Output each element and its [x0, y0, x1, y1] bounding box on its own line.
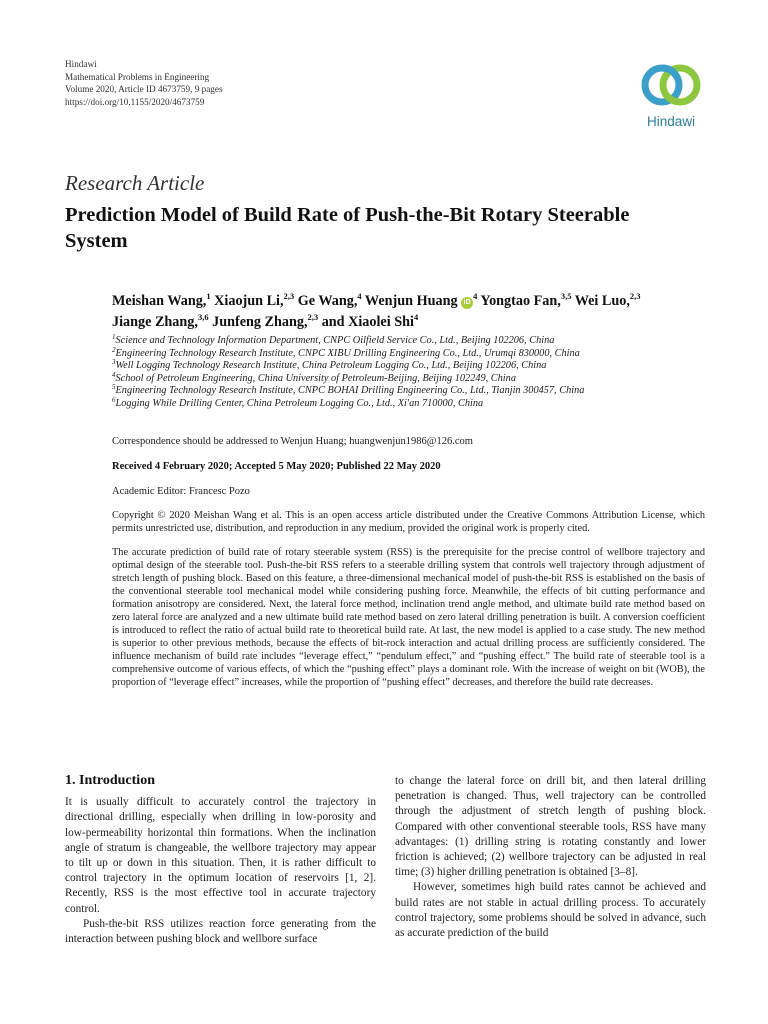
academic-editor: Academic Editor: Francesc Pozo	[112, 486, 250, 497]
author-list	[112, 291, 712, 333]
publisher-name: Hindawi	[65, 59, 97, 69]
orcid-icon[interactable]: iD	[461, 297, 473, 309]
doi-link[interactable]: https://doi.org/10.1155/2020/4673759	[65, 96, 205, 107]
affiliation-number: 5	[112, 383, 116, 392]
author-name[interactable]: Junfeng Zhang,	[212, 314, 308, 330]
affiliation-text: Engineering Technology Research Institute, CNPC XIBU Drilling Engineering Co., Ltd., Urumqi 830000, China	[115, 347, 580, 359]
affiliation-number: 3	[112, 358, 116, 367]
hindawi-logo[interactable]	[636, 58, 706, 138]
volume-line: Volume 2020, Article ID 4673759, 9 pages	[65, 84, 223, 94]
author-name[interactable]: Jiange Zhang,	[112, 314, 198, 330]
affiliation-text: Science and Technology Information Department, CNPC Oilfield Service Co., Ltd., Beijing 102206, China	[115, 335, 555, 346]
affiliation-item	[112, 345, 712, 361]
author-affiliation-mark: 2,3	[283, 291, 295, 301]
affiliation-item	[112, 395, 712, 411]
body-paragraph: It is usually difficult to accurately control the trajectory in directional drilling, especially when drilling in low-porosity and low-permeability horizontal thin formations. When the inclination angle of stratum is changeable, the wellbore trajectory may appear to tilt up or down in this situation. Then, it is rather difficult to control trajectory in the optimum location of reservoirs [1, 2]. Recently, RSS is the most effective tool in accurate trajectory control.	[65, 796, 376, 915]
journal-info	[65, 58, 223, 108]
copyright-notice: Copyright © 2020 Meishan Wang et al. This is an open access article distributed under the Creative Commons Attribution License, which permits unrestricted use, distribution, and reproduction in any medium, provided the original work is properly cited.	[112, 510, 705, 534]
author-affiliation-mark: 4	[357, 291, 362, 301]
article-title: Prediction Model of Build Rate of Push-the-Bit Rotary Steerable System	[65, 204, 630, 252]
journal-name: Mathematical Problems in Engineering	[65, 71, 210, 82]
affiliation-number: 6	[112, 395, 116, 404]
affiliation-number: 2	[112, 345, 116, 354]
affiliation-list	[112, 335, 712, 411]
affiliation-item	[112, 370, 712, 386]
author-affiliation-mark: 1	[206, 291, 211, 301]
affiliation-item	[112, 360, 712, 373]
author-affiliation-mark: 3,6	[197, 312, 209, 322]
author-affiliation-mark: 4	[473, 291, 478, 301]
author-name[interactable]: Wei Luo,	[574, 293, 630, 309]
intro-left-column	[65, 773, 376, 947]
article-type: Research Article	[65, 171, 205, 195]
affiliation-text: Well Logging Technology Research Institute, China Petroleum Logging Co., Ltd., Beijing 102206, China	[115, 360, 547, 372]
body-paragraph: Push-the-bit RSS utilizes reaction force generating from the interaction between pushing block and wellbore surface	[65, 917, 376, 946]
affiliation-text: Engineering Technology Research Institute, CNPC BOHAI Drilling Engineering Co., Ltd., Tianjin 300457, China	[115, 385, 585, 397]
correspondence-note: Correspondence should be addressed to Wenjun Huang; huangwenjun1986@126.com	[112, 436, 473, 447]
hindawi-logo-icon	[636, 58, 706, 113]
author-affiliation-mark: 4	[413, 312, 419, 322]
author-affiliation-mark: 2,3	[307, 312, 319, 322]
author-name[interactable]: Ge Wang,	[297, 293, 358, 309]
affiliation-number: 1	[112, 333, 116, 341]
abstract: The accurate prediction of build rate of rotary steerable system (RSS) is the prerequisite for the precise control of wellbore trajectory and optimal design of the steerable tool. Push-the-bit RSS refers to a steerable drilling system that controls well trajectory through adjustment of stretch length of pushing block. Based on this feature, a three-dimensional mechanical model of push-the-bit RSS is established on the basis of the conventional steerable tool mechanical model while considering pushing force. Meanwhile, the effects of bit cutting performance and formation anisotropy are considered. Next, the lateral force method, inclination trend angle method, and ultimate build rate method based on zero lateral force are analyzed and a new ultimate build rate method based on zero lateral drilling penetration is built. A conversion coefficient is introduced to reflect the ratio of actual build rate to theoretical build rate. At last, the new model is applied to a case study. The new method is superior to other previous methods, because the effects of bit-rock interaction and actual drilling process are sufficiently considered. The influence mechanism of build rate includes “leverage effect,” “pendulum effect,” and “pushing effect.” The build rate of steerable tool is a comprehensive outcome of various effects, of which the “pushing effect” plays a dominant role. With the increase of weight on bit (WOB), the proportion of “leverage effect” increases, while the proportion of “pushing effect” decreases, and therefore the build rate decreases.	[112, 547, 705, 688]
affiliation-item	[112, 335, 712, 348]
logo-text: Hindawi	[646, 114, 696, 129]
affiliation-text: Logging While Drilling Center, China Petroleum Logging Co., Ltd., Xi'an 710000, China	[115, 397, 484, 409]
author-name[interactable]: and Xiaolei Shi	[321, 314, 414, 330]
affiliation-number: 4	[112, 370, 116, 379]
section-heading: 1. Introduction	[65, 773, 155, 788]
intro-right-column	[395, 774, 706, 941]
author-name[interactable]: Xiaojun Li,	[214, 293, 284, 309]
body-paragraph: However, sometimes high build rates cannot be achieved and build rates are not stable in actual drilling process. To accurately control trajectory, some problems should be solved in advance, such as accurate prediction of the build	[395, 881, 706, 940]
author-name[interactable]: Wenjun Huang	[364, 293, 458, 309]
author-affiliation-mark: 3,5	[560, 291, 572, 301]
author-name[interactable]: Meishan Wang,	[112, 293, 207, 309]
affiliation-text: School of Petroleum Engineering, China University of Petroleum-Beijing, Beijing 102249, China	[115, 372, 516, 384]
body-paragraph: to change the lateral force on drill bit, and then lateral drilling penetration is changed. Thus, well trajectory can be controlled through the adjustment of stretch length of pushing block. Compared with other conventional steerable tools, RSS have many advantages: (1) drilling string is rotating constantly and lower friction is achieved; (2) wellbore trajectory can be adjusted in real time; (3) higher drilling penetration is obtained [3–8].	[395, 775, 706, 879]
author-name[interactable]: Yongtao Fan,	[480, 293, 561, 309]
affiliation-item	[112, 385, 712, 398]
author-affiliation-mark: 2,3	[629, 291, 641, 301]
publication-dates: Received 4 February 2020; Accepted 5 May 2020; Published 22 May 2020	[112, 461, 441, 472]
